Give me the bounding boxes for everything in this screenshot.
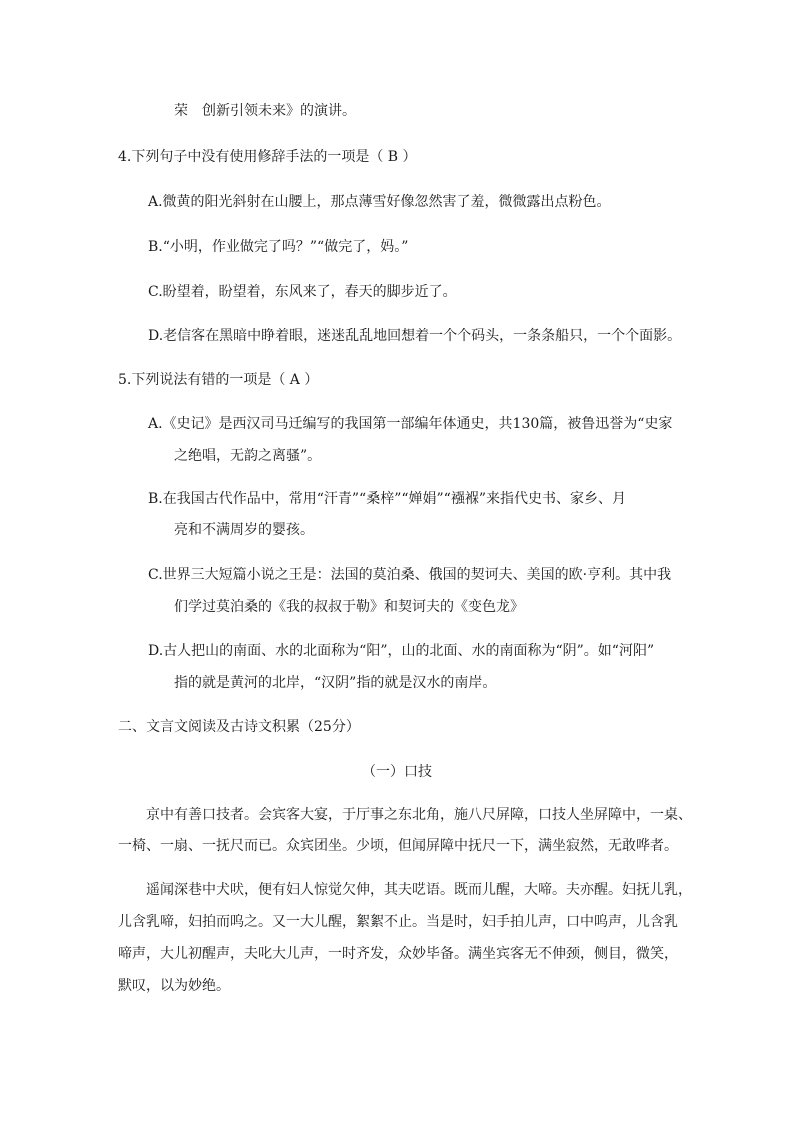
question-4: 4.下列句子中没有使用修辞手法的一项是（ B ） <box>118 149 417 165</box>
passage-title: （一）口技 <box>362 764 432 780</box>
section-heading: 二、文言文阅读及古诗文积累（25分） <box>118 719 360 735</box>
question-5-option-b: B.在我国古代作品中，常用“汗青”“桑梓”“婵娟”“襁褓”来指代史书、家乡、月 <box>148 491 626 507</box>
question-4-option-d: D.老信客在黑暗中睁着眼，迷迷乱乱地回想着一个个码头，一条条船只，一个个面影。 <box>148 328 682 344</box>
passage-paragraph-1-line-2: 一椅、一扇、一抚尺而已。众宾团坐。少顷，但闻屏障中抚尺一下，满坐寂然，无敢哗者。 <box>118 838 678 854</box>
question-5-option-b-cont: 亮和不满周岁的婴孩。 <box>174 522 314 538</box>
passage-paragraph-2-line-4: 默叹，以为妙绝。 <box>118 978 230 994</box>
question-4-option-a: A.微黄的阳光斜射在山腰上，那点薄雪好像忽然害了羞，微微露出点粉色。 <box>148 194 611 210</box>
question-5-option-a: A.《史记》是西汉司马迁编写的我国第一部编年体通史，共130篇，被鲁迅誉为“史家 <box>148 416 673 432</box>
question-4-option-c: C.盼望着，盼望着，东风来了，春天的脚步近了。 <box>148 284 457 300</box>
question-5-option-a-cont: 之绝唱，无韵之离骚”。 <box>174 448 322 464</box>
passage-paragraph-1-line-1: 京中有善口技者。会宾客大宴，于厅事之东北角，施八尺屏障，口技人坐屏障中，一桌、 <box>146 807 692 823</box>
text-line-continuation: 荣 创新引领未来》的演讲。 <box>174 103 356 119</box>
passage-paragraph-2-line-1: 遥闻深巷中犬吠，便有妇人惊觉欠伸，其夫呓语。既而儿醒，大啼。夫亦醒。妇抚儿乳， <box>146 882 692 898</box>
question-5-option-c: C.世界三大短篇小说之王是：法国的莫泊桑、俄国的契诃夫、美国的欧·亨利。其中我 <box>148 567 672 583</box>
passage-paragraph-2-line-3: 啼声，大儿初醒声，夫叱大儿声，一时齐发，众妙毕备。满坐宾客无不伸颈，侧目，微笑， <box>118 946 678 962</box>
passage-paragraph-2-line-2: 儿含乳啼，妇拍而呜之。又一大儿醒，絮絮不止。当是时，妇手拍儿声，口中呜声，儿含乳 <box>118 914 678 930</box>
question-5-option-c-cont: 们学过莫泊桑的《我的叔叔于勒》和契诃夫的《变色龙》 <box>174 599 524 615</box>
question-4-option-b: B.“小明，作业做完了吗？”“做完了，妈。” <box>148 239 409 255</box>
question-5-option-d-cont: 指的就是黄河的北岸，“汉阴”指的就是汉水的南岸。 <box>174 675 497 691</box>
question-5-option-d: D.古人把山的南面、水的北面称为“阳”，山的北面、水的南面称为“阴”。如“河阳” <box>148 643 655 659</box>
question-5: 5.下列说法有错的一项是（ A ） <box>118 372 319 388</box>
